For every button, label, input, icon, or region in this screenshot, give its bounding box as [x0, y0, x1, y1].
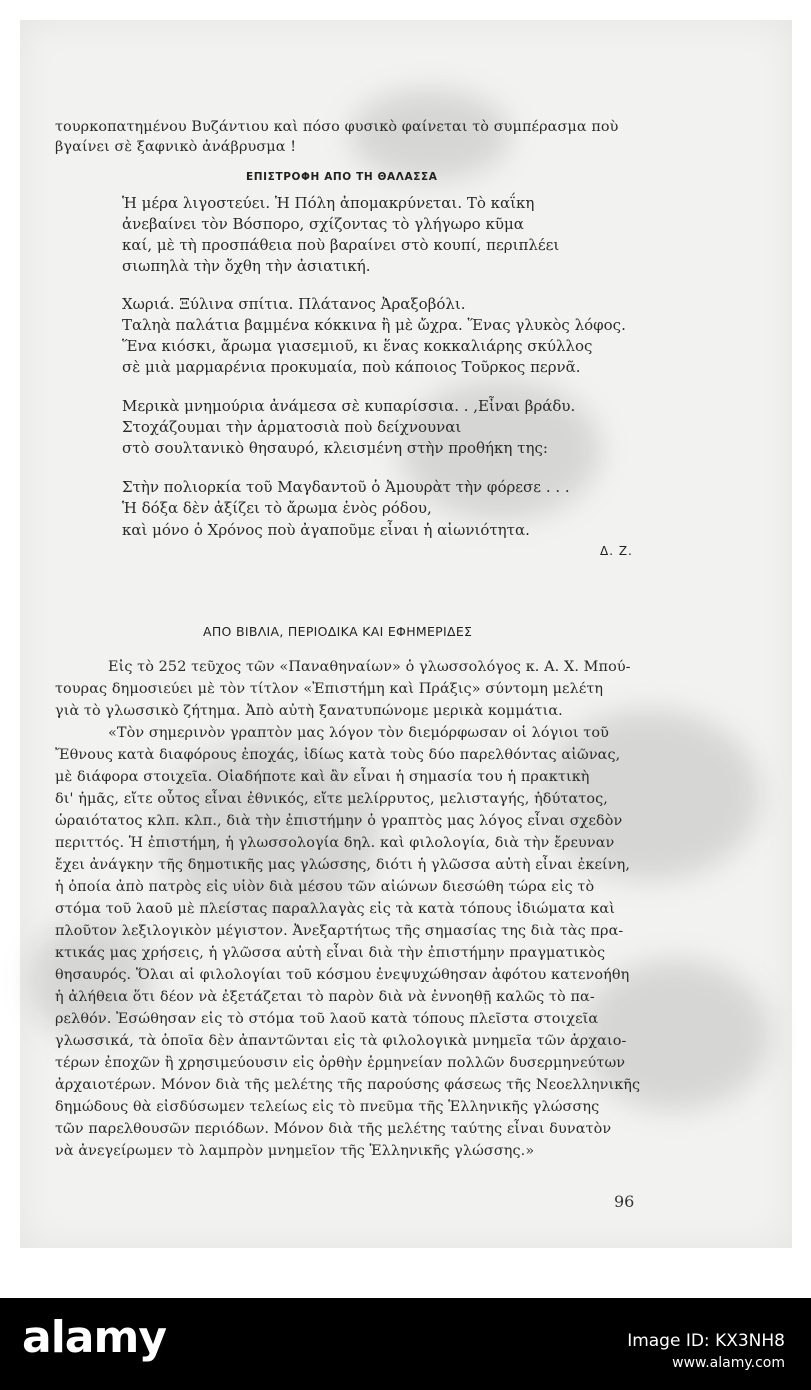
intro-line: βγαίνει σὲ ξαφνικὸ ἀνάβρυσμα !: [55, 139, 297, 155]
section-line: δι' ἡμᾶς, εἴτε οὗτος εἶναι ἐθνικός, εἴτε μελίρρυτος, μελισταγής, ἡδύτατος,: [55, 791, 608, 807]
poem-line: Ἕνα κιόσκι, ἄρωμα γιασεμιοῦ, κι ἕνας κοκκαλιάρης σκύλλος: [122, 337, 593, 355]
section-line: περιττός. Ἡ ἐπιστήμη, ἡ γλωσσολογία δηλ. καὶ φιλολογία, διὰ τὴν ἔρευναν: [55, 835, 615, 851]
poem-line: καὶ μόνο ὁ Χρόνος ποὺ ἀγαποῦμε εἶναι ἡ αἰωνιότητα.: [122, 521, 530, 539]
poem-line: καί, μὲ τὴ προσπάθεια ποὺ βαραίνει στὸ κουπί, περιπλέει: [122, 236, 560, 254]
section-line: γλωσσικά, τὰ ὁποῖα δὲν ἀπαντῶνται εἰς τὰ φιλολογικὰ μνημεῖα τῶν ἀρχαιο-: [55, 1033, 627, 1049]
section-line: δημώδους θὰ εἰσδύσωμεν τελείως εἰς τὸ πνεῦμα τῆς Ἑλληνικῆς γλώσσης: [55, 1099, 600, 1115]
poem-line: Χωριά. Ξύλινα σπίτια. Πλάτανος Ἀραξοβόλι.: [122, 295, 466, 313]
poem-signature: Δ. Ζ.: [600, 544, 633, 558]
section-line: ἡ ἀλήθεια ὅτι δέον νὰ ἐξετάζεται τὸ παρὸν διὰ νὰ ἐννοηθῇ καλῶς τὸ πα-: [55, 989, 595, 1005]
section-line: Ἔθνους κατὰ διαφόρους ἐποχάς, ἰδίως κατὰ τοὺς δύο παρελθόντας αἰῶνας,: [55, 747, 621, 763]
section-line: πλοῦτον λεξιλογικὸν μέγιστον. Ἀνεξαρτήτως τῆς σημασίας της διὰ τὰς πρα-: [55, 923, 624, 939]
poem-line: Ἡ μέρα λιγοστεύει. Ἡ Πόλη ἀπομακρύνεται. Τὸ καΐκη: [122, 194, 535, 212]
poem-line: ἀνεβαίνει τὸν Βόσπορο, σχίζοντας τὸ γλήγωρο κῦμα: [122, 215, 524, 233]
section-line: ἔχει ἀνάγκην τῆς δημοτικῆς μας γλώσσης, διότι ἡ γλῶσσα αὐτὴ εἶναι ἐκείνη,: [55, 857, 631, 873]
poem-line: σὲ μιὰ μαρμαρένια προκυμαία, ποὺ κάποιος Τοῦρκος περνᾶ.: [122, 358, 581, 376]
poem-line: Στὴν πολιορκία τοῦ Μαγδαντοῦ ὁ Ἀμουρὰτ τὴν φόρεσε . . .: [122, 478, 570, 496]
poem-line: Μερικὰ μνημούρια ἀνάμεσα σὲ κυπαρίσσια. . ,Εἶναι βράδυ.: [122, 397, 576, 415]
section-line: στόμα τοῦ λαοῦ μὲ πλείστας παραλλαγὰς εἰς τὰ κατὰ τόπους ἰδιώματα καὶ: [55, 901, 615, 917]
page-number: 96: [614, 1192, 635, 1211]
section-line: γιὰ τὸ γλωσσικὸ ζήτημα. Ἀπὸ αὐτὴ ξανατυπώνομε μερικὰ κομμάτια.: [55, 703, 563, 719]
section-line: τουρας δημοσιεύει μὲ τὸν τίτλον «Ἐπιστήμη καὶ Πράξις» σύντομη μελέτη: [55, 681, 604, 697]
section-line: μὲ διάφορα στοιχεῖα. Οἱαδήποτε καὶ ἂν εἶναι ἡ σημασία του ἡ πρακτικὴ: [55, 769, 590, 785]
section-line: ὡραιότατος κλπ. κλπ., διὰ τὴν ἐπιστήμην ὁ γραπτὸς μας λόγος εἶναι σχεδὸν: [55, 813, 623, 829]
section-line: Εἰς τὸ 252 τεῦχος τῶν «Παναθηναίων» ὁ γλωσσολόγος κ. Α. Χ. Μπού-: [108, 659, 631, 675]
brand-logo: alamy: [22, 1312, 166, 1363]
poem-line: Ταληὰ παλάτια βαμμένα κόκκινα ἢ μὲ ὤχρα. Ἕνας γλυκὸς λόφος.: [122, 316, 626, 334]
poem-title: ΕΠΙΣΤΡΟΦΗ ΑΠΟ ΤΗ ΘΑΛΑΣΣΑ: [246, 171, 438, 183]
poem-line: Ἡ δόξα δὲν ἀξίζει τὸ ἄρωμα ἑνὸς ρόδου,: [122, 499, 432, 517]
poem-line: στὸ σουλτανικὸ θησαυρό, κλεισμένη στὴν προθήκη της:: [122, 439, 548, 457]
stock-footer-bar: [0, 1298, 811, 1390]
poem-line: Στοχάζουμαι τὴν ἁρματοσιὰ ποὺ δείχνουναι: [122, 418, 462, 436]
section-line: θησαυρός. Ὅλαι αἱ φιλολογίαι τοῦ κόσμου ἐνεψυχώθησαν ἀφότου κατενοήθη: [55, 967, 630, 983]
section-title: ΑΠΟ ΒΙΒΛΙΑ, ΠΕΡΙΟΔΙΚΑ ΚΑΙ ΕΦΗΜΕΡΙΔΕΣ: [203, 624, 473, 639]
section-line: «Τὸν σημερινὸν γραπτὸν μας λόγον τὸν διεμόρφωσαν οἱ λόγιοι τοῦ: [108, 725, 609, 741]
section-line: τέρων ἐποχῶν ἢ χρησιμεύουσιν εἰς ὀρθὴν ἑρμηνείαν πολλῶν δυσερμηνεύτων: [55, 1055, 626, 1071]
intro-line: τουρκοπατημένου Βυζάντιου καὶ πόσο φυσικὸ φαίνεται τὸ συμπέρασμα ποὺ: [55, 119, 619, 135]
section-line: ἀρχαιοτέρων. Μόνον διὰ τῆς μελέτης τῆς παρούσης φάσεως τῆς Νεοελληνικῆς: [55, 1077, 641, 1093]
image-id-label: Image ID: KX3NH8: [627, 1331, 785, 1351]
poem-line: σιωπηλὰ τὴν ὄχθη τὴν ἀσιατική.: [122, 257, 371, 275]
section-line: κτικάς μας χρήσεις, ἡ γλῶσσα αὐτὴ εἶναι διὰ τὴν ἐπιστήμην πραγματικὸς: [55, 945, 606, 961]
section-line: νὰ ἀνεγείρωμεν τὸ λαμπρὸν μνημεῖον τῆς Ἑλληνικῆς γλώσσης.»: [55, 1143, 535, 1159]
section-line: ἡ ὁποία ἀπὸ πατρὸς εἰς υἱὸν διὰ μέσου τῶν αἰώνων διεσώθη τώρα εἰς τὸ: [55, 879, 595, 895]
section-line: ρελθόν. Ἐσώθησαν εἰς τὸ στόμα τοῦ λαοῦ κατὰ τόπους πλεῖστα στοιχεῖα: [55, 1011, 599, 1027]
section-line: τῶν παρελθουσῶν περιόδων. Μόνον διὰ τῆς μελέτης ταύτης εἶναι δυνατὸν: [55, 1121, 612, 1137]
site-url: www.alamy.com: [672, 1355, 785, 1371]
